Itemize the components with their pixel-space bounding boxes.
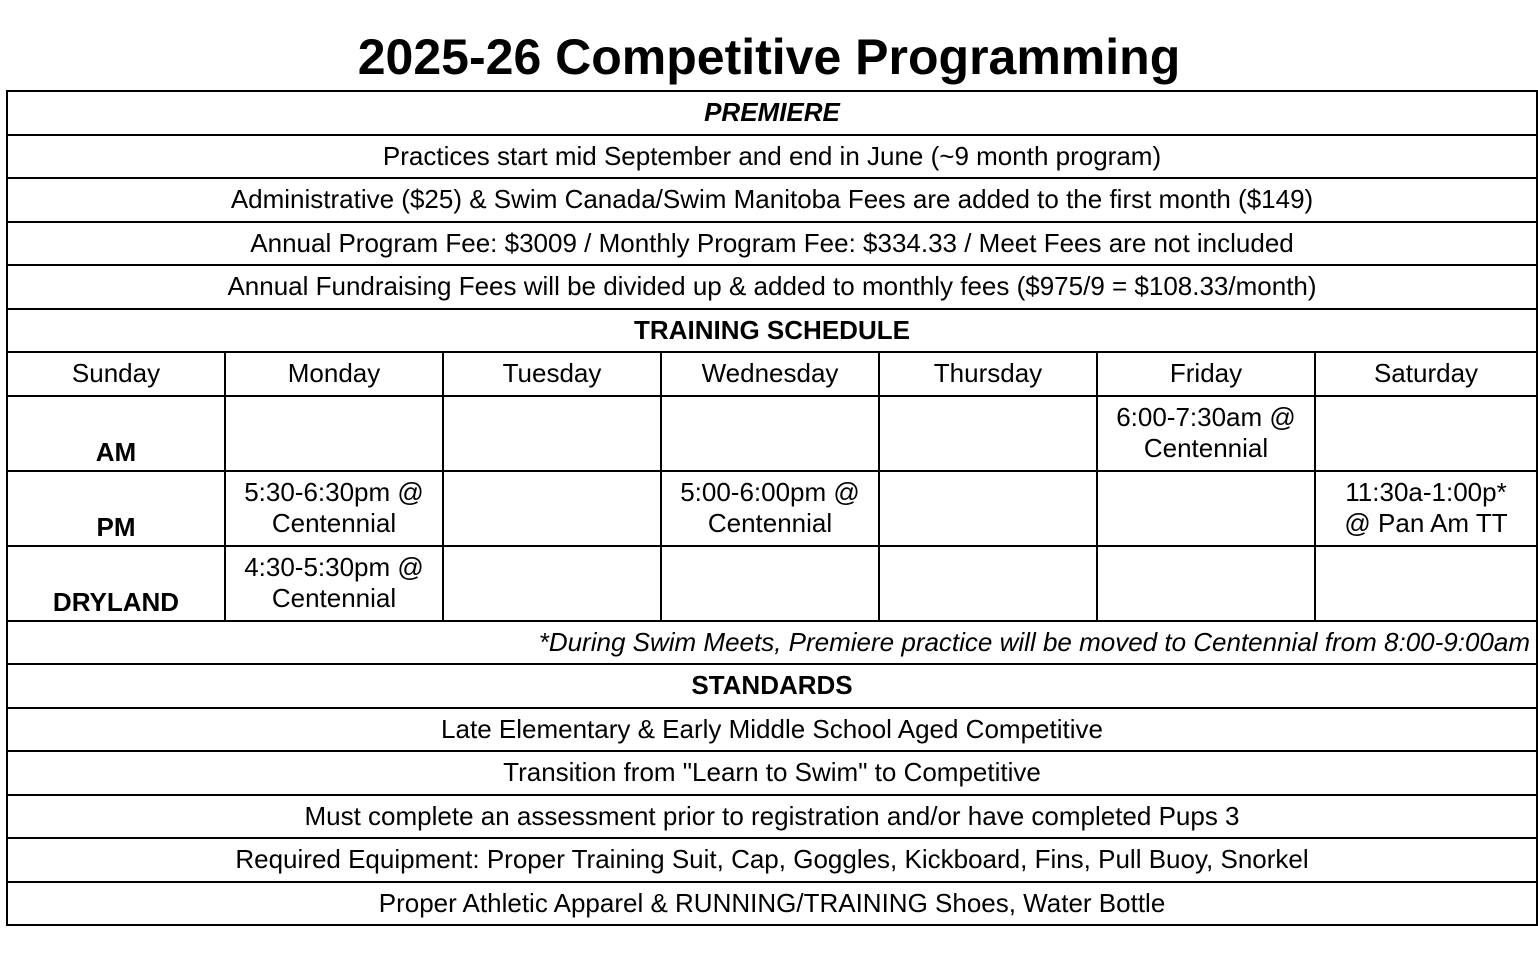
schedule-cell <box>1097 471 1315 546</box>
day-header-thursday: Thursday <box>879 352 1097 396</box>
day-header-saturday: Saturday <box>1315 352 1537 396</box>
standards-line: Required Equipment: Proper Training Suit, Cap, Goggles, Kickboard, Fins, Pull Buoy, Snorkel <box>7 838 1537 882</box>
schedule-cell <box>1315 546 1537 621</box>
info-line: Annual Program Fee: $3009 / Monthly Program Fee: $334.33 / Meet Fees are not included <box>7 222 1537 266</box>
schedule-heading: TRAINING SCHEDULE <box>7 309 1537 353</box>
schedule-cell <box>443 396 661 471</box>
row-label: AM <box>7 396 225 471</box>
schedule-cell <box>661 471 879 546</box>
schedule-location: Centennial <box>271 583 397 613</box>
day-header-friday: Friday <box>1097 352 1315 396</box>
day-header-tuesday: Tuesday <box>443 352 661 396</box>
day-header-sunday: Sunday <box>7 352 225 396</box>
schedule-row-pm <box>7 471 1537 546</box>
schedule-cell <box>879 546 1097 621</box>
schedule-row-dryland <box>7 546 1537 621</box>
schedule-time: 11:30a-1:00p* <box>1345 477 1507 507</box>
page-title: 2025-26 Competitive Programming <box>357 29 1181 85</box>
schedule-location: Centennial <box>271 508 397 538</box>
standards-line: Proper Athletic Apparel & RUNNING/TRAINING Shoes, Water Bottle <box>7 882 1537 926</box>
schedule-cell <box>879 396 1097 471</box>
schedule-cell <box>443 546 661 621</box>
day-header-monday: Monday <box>225 352 443 396</box>
standards-line: Must complete an assessment prior to registration and/or have completed Pups 3 <box>7 795 1537 839</box>
schedule-cell <box>225 396 443 471</box>
schedule-time: 6:00-7:30am @ <box>1116 402 1296 432</box>
schedule-cell <box>661 546 879 621</box>
schedule-row-am <box>7 396 1537 471</box>
schedule-cell <box>225 471 443 546</box>
info-line: Practices start mid September and end in June (~9 month program) <box>7 135 1537 179</box>
day-header-wednesday: Wednesday <box>661 352 879 396</box>
standards-heading: STANDARDS <box>7 664 1537 708</box>
schedule-location: @ Pan Am TT <box>1344 508 1508 538</box>
schedule-time: 4:30-5:30pm @ <box>244 552 424 582</box>
schedule-cell <box>661 396 879 471</box>
schedule-location: Centennial <box>1143 433 1269 463</box>
schedule-cell <box>1097 396 1315 471</box>
schedule-cell <box>1315 396 1537 471</box>
schedule-cell <box>443 471 661 546</box>
schedule-cell <box>1315 471 1537 546</box>
standards-line: Late Elementary & Early Middle School Aged Competitive <box>7 708 1537 752</box>
schedule-cell <box>879 471 1097 546</box>
schedule-time: 5:30-6:30pm @ <box>244 477 424 507</box>
schedule-time: 5:00-6:00pm @ <box>680 477 860 507</box>
info-line: Annual Fundraising Fees will be divided up & added to monthly fees ($975/9 = $108.33/month) <box>7 265 1537 309</box>
schedule-note: *During Swim Meets, Premiere practice will be moved to Centennial from 8:00-9:00am <box>7 621 1537 665</box>
program-name: PREMIERE <box>7 91 1537 135</box>
schedule-location: Centennial <box>707 508 833 538</box>
standards-line: Transition from "Learn to Swim" to Competitive <box>7 751 1537 795</box>
info-line: Administrative ($25) & Swim Canada/Swim Manitoba Fees are added to the first month ($149) <box>7 178 1537 222</box>
row-label: PM <box>7 471 225 546</box>
schedule-cell <box>1097 546 1315 621</box>
program-table <box>6 90 1538 926</box>
schedule-cell <box>225 546 443 621</box>
row-label: DRYLAND <box>7 546 225 621</box>
